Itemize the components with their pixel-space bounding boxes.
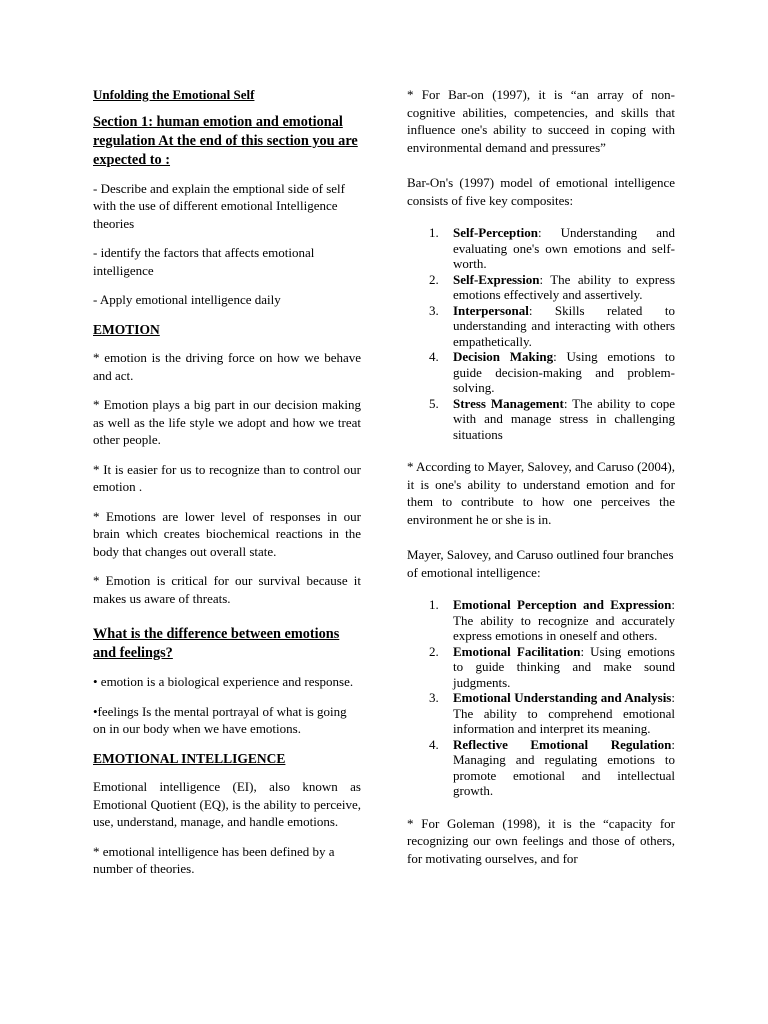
baron-quote: * For Bar-on (1997), it is “an array of non-cognitive abilities, competencies, and skills that influence one's ability to succeed in coping with environmental demand and pressures” [407,87,675,155]
list-item: Reflective Emotional Regulation: Managing and regulating emotions to promote emotional and intellectual growth. [453,736,675,798]
left-column [93,86,361,890]
baron-model-intro: Bar-On's (1997) model of emotional intelligence consists of five key composites: [407,175,675,208]
list-item: Self-Perception: Understanding and evaluating one's own emotions and self-worth. [453,225,675,271]
mayer-quote: * According to Mayer, Salovey, and Caruso (2004), it is one's ability to understand emotion and for them to contribute to how one perceives the environment he or she is in. [407,459,675,527]
list-item: Self-Expression: The ability to express emotions effectively and assertively. [453,271,675,302]
list-item: Emotional Facilitation: Using emotions to guide thinking and make sound judgments. [453,643,675,690]
ei-point: Emotional intelligence (EI), also known as Emotional Quotient (EQ), is the ability to perceive, use, understand, manage, and handle emotions. [93,779,361,829]
emotion-point: * Emotion is critical for our survival because it makes us aware of threats. [93,573,361,606]
objective-item: - identify the factors that affects emotional intelligence [93,245,315,278]
right-column [407,86,675,867]
emotion-point: * Emotions are lower level of responses in our brain which creates biochemical reactions in the body that changes out overall state. [93,508,361,559]
section-heading: Section 1: human emotion and emotional regulation At the end of this section you are expected to : [93,113,358,168]
list-item: Emotional Perception and Expression: The ability to recognize and accurately express emotions in oneself and others. [453,597,675,643]
list-item: Stress Management: The ability to cope with and manage stress in challenging situations [453,395,675,442]
goleman-quote: * For Goleman (1998), it is the “capacity for recognizing our own feelings and those of others, for motivating ourselves, and for [407,815,675,866]
emotion-point: * It is easier for us to recognize than to control our emotion . [93,461,361,494]
list-item: Interpersonal: Skills related to understanding and interacting with others empathetically. [453,302,675,349]
mayer-intro: Mayer, Salovey, and Caruso outlined four branches of emotional intelligence: [407,547,674,580]
difference-heading: What is the difference between emotions and feelings? [93,626,340,661]
document-title: Unfolding the Emotional Self [93,87,255,102]
difference-point: • emotion is a biological experience and response. [93,674,354,689]
emotion-point: * emotion is the driving force on how we behave and act. [93,350,361,383]
ei-heading: EMOTIONAL INTELLIGENCE [93,750,286,766]
objective-item: - Describe and explain the emptional side of self with the use of different emotional Intelligence theories [93,180,345,231]
emotion-heading: EMOTION [93,321,160,337]
baron-composites-list [407,225,675,442]
list-item: Decision Making: Using emotions to guide decision-making and problem-solving. [453,349,675,395]
ei-point: * emotional intelligence has been defined by a number of theories. [93,843,335,876]
difference-point: •feelings Is the mental portrayal of what is going on in our body when we have emotions. [93,703,347,736]
emotion-point: * Emotion plays a big part in our decision making as well as the life style we adopt and how we treat other people. [93,397,361,447]
list-item: Emotional Understanding and Analysis: The ability to comprehend emotional information and interpret its meaning. [453,690,675,736]
objective-item: - Apply emotional intelligence daily [93,292,281,307]
mayer-branches-list [407,597,675,799]
